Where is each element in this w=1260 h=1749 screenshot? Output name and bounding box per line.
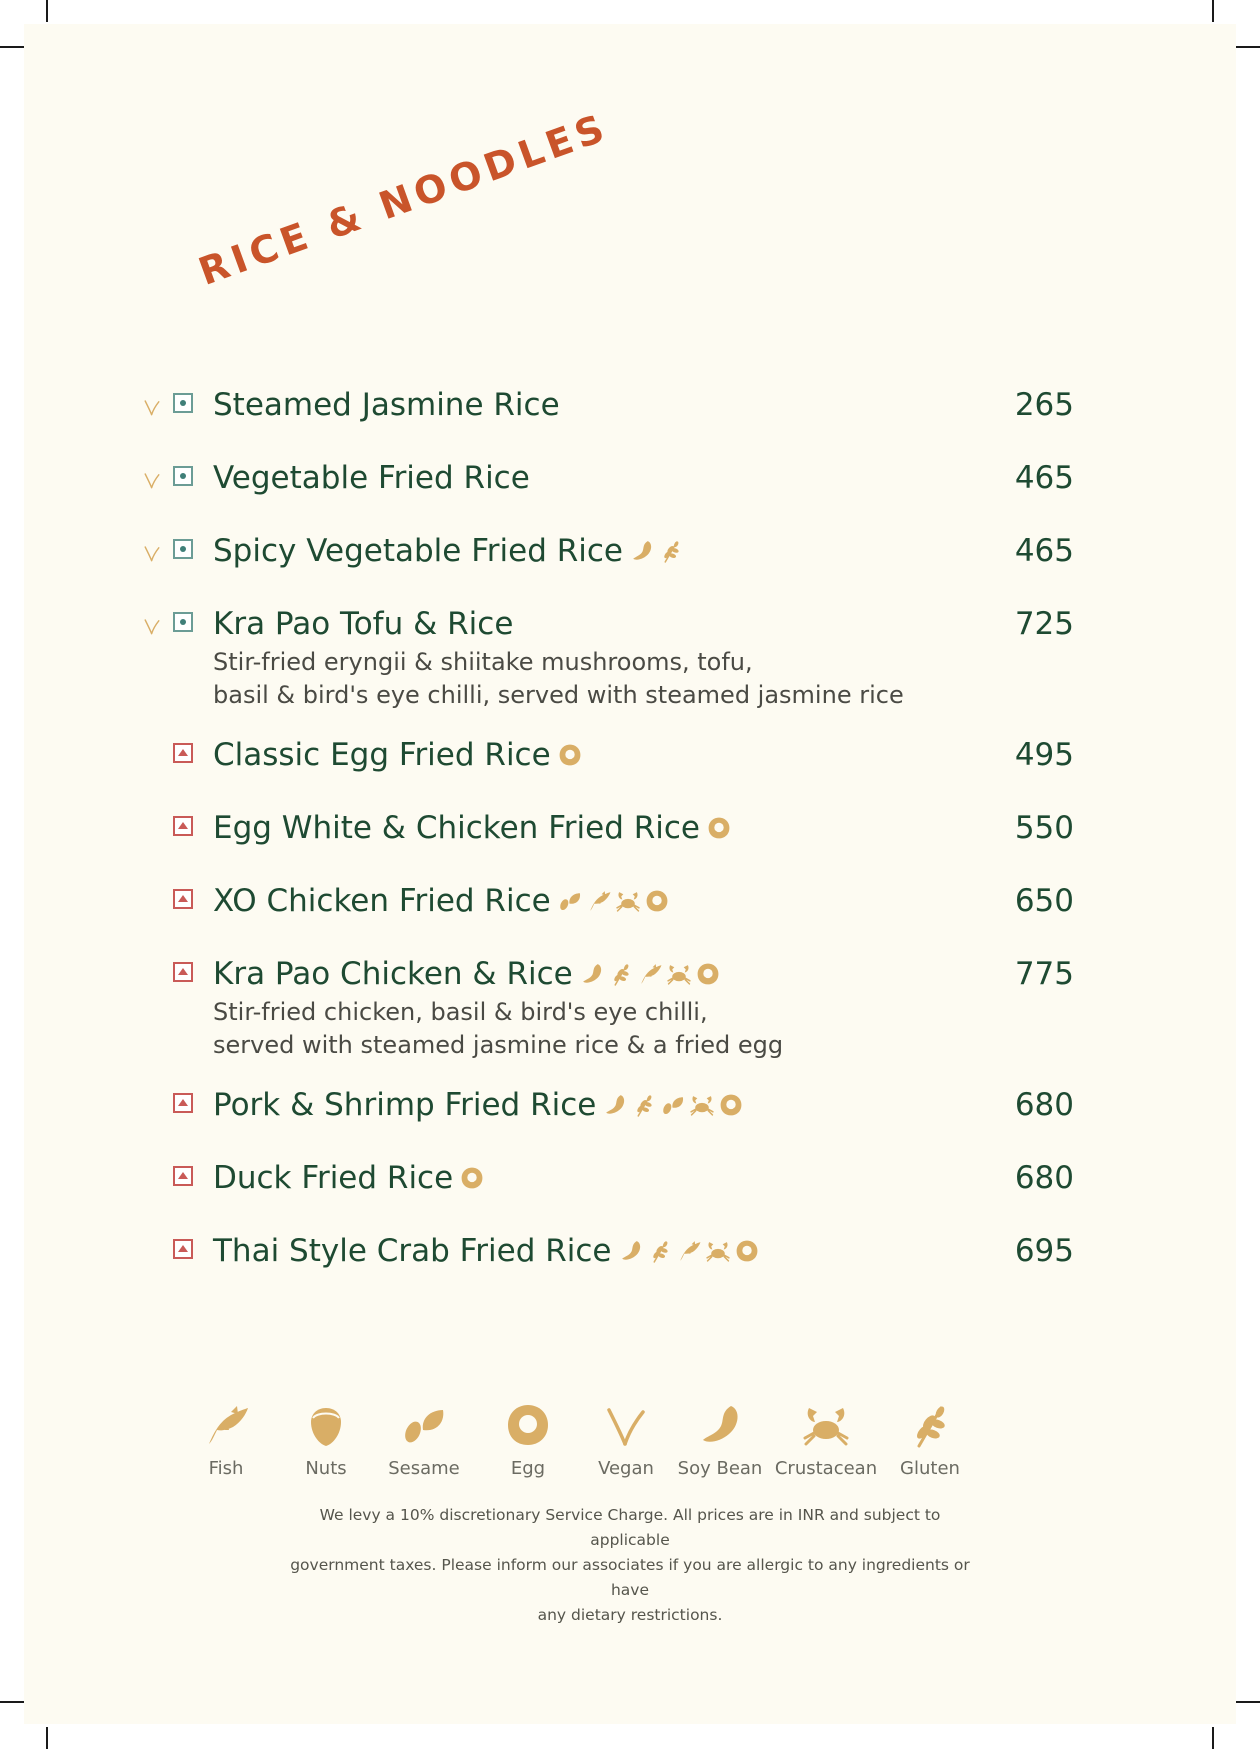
item-price: 695 <box>1014 1233 1074 1269</box>
crop-mark <box>0 1701 24 1703</box>
egg-icon <box>734 1238 760 1264</box>
item-title-line <box>213 458 530 498</box>
item-title-line <box>213 604 513 644</box>
item-title-line <box>213 735 583 775</box>
legend-item-sesame <box>369 1400 479 1479</box>
item-name: Classic Egg Fried Rice <box>213 737 551 773</box>
item-description-line: served with steamed jasmine rice & a fried egg <box>213 1031 784 1059</box>
vegan-icon <box>142 541 162 565</box>
item-name: Duck Fried Rice <box>213 1160 454 1196</box>
vegan-icon <box>142 468 162 492</box>
item-name: XO Chicken Fried Rice <box>213 883 551 919</box>
allergen-legend <box>196 1400 1046 1480</box>
sesame-icon <box>557 888 583 914</box>
gluten-icon <box>658 538 684 564</box>
veg-indicator-icon <box>173 466 193 486</box>
item-title-line <box>213 1231 760 1271</box>
crop-mark <box>46 1727 48 1749</box>
crop-mark <box>1236 46 1260 48</box>
gluten-icon <box>647 1238 673 1264</box>
allergen-icons <box>557 742 583 768</box>
fish-icon <box>676 1238 702 1264</box>
legend-item-soy-bean <box>665 1400 775 1479</box>
item-price: 495 <box>1014 737 1074 773</box>
item-price: 465 <box>1014 533 1074 569</box>
item-description <box>213 996 933 1062</box>
footer-note <box>280 1503 980 1628</box>
item-price: 550 <box>1014 810 1074 846</box>
egg-icon <box>644 888 670 914</box>
legend-label: Sesame <box>388 1458 460 1479</box>
item-name: Kra Pao Chicken & Rice <box>213 956 573 992</box>
crustacean-icon <box>705 1238 731 1264</box>
non-veg-indicator-icon <box>173 1166 193 1186</box>
item-title-line <box>213 385 560 425</box>
egg-icon <box>695 961 721 987</box>
item-title-line <box>213 531 684 571</box>
item-description-line: Stir-fried chicken, basil & bird's eye chilli, <box>213 998 708 1026</box>
item-price: 650 <box>1014 883 1074 919</box>
nuts-icon <box>271 1400 381 1450</box>
item-price: 775 <box>1014 956 1074 992</box>
legend-label: Soy Bean <box>677 1458 763 1479</box>
legend-label: Vegan <box>598 1458 654 1479</box>
non-veg-indicator-icon <box>173 962 193 982</box>
item-price: 465 <box>1014 460 1074 496</box>
fish-icon <box>637 961 663 987</box>
veg-indicator-icon <box>173 612 193 632</box>
legend-label: Gluten <box>900 1458 960 1479</box>
veg-indicator-icon <box>173 539 193 559</box>
egg-icon <box>557 742 583 768</box>
vegan-icon <box>142 395 162 419</box>
egg-icon <box>459 1165 485 1191</box>
item-title-line <box>213 954 721 994</box>
veg-indicator-icon <box>173 393 193 413</box>
item-description <box>213 646 933 712</box>
egg-icon <box>706 815 732 841</box>
sesame-icon <box>369 1400 479 1450</box>
soy-bean-icon <box>579 961 605 987</box>
item-name: Vegetable Fried Rice <box>213 460 530 496</box>
item-name: Kra Pao Tofu & Rice <box>213 606 514 642</box>
item-title-line <box>213 1085 744 1125</box>
item-price: 725 <box>1014 606 1074 642</box>
crop-mark <box>46 0 48 22</box>
allergen-icons <box>629 538 684 564</box>
item-title-line <box>213 1158 485 1198</box>
item-title-line <box>213 881 670 921</box>
gluten-icon <box>875 1400 985 1450</box>
allergen-icons <box>557 888 670 914</box>
legend-item-fish <box>171 1400 281 1479</box>
item-description-line: basil & bird's eye chilli, served with steamed jasmine rice <box>213 681 904 709</box>
soy-bean-icon <box>602 1092 628 1118</box>
footer-line: government taxes. Please inform our associates if you are allergic to any ingredients or have <box>290 1556 970 1599</box>
non-veg-indicator-icon <box>173 889 193 909</box>
fish-icon <box>171 1400 281 1450</box>
crustacean-icon <box>666 961 692 987</box>
item-name: Pork & Shrimp Fried Rice <box>213 1087 597 1123</box>
non-veg-indicator-icon <box>173 1093 193 1113</box>
item-price: 265 <box>1014 387 1074 423</box>
crop-mark <box>1212 1727 1214 1749</box>
page-title: RICE & NOODLES <box>192 104 615 294</box>
soy-bean-icon <box>665 1400 775 1450</box>
legend-item-egg <box>473 1400 583 1479</box>
allergen-icons <box>459 1165 485 1191</box>
crop-mark <box>0 46 24 48</box>
item-price: 680 <box>1014 1160 1074 1196</box>
allergen-icons <box>602 1092 744 1118</box>
gluten-icon <box>631 1092 657 1118</box>
item-name: Spicy Vegetable Fried Rice <box>213 533 624 569</box>
item-name: Egg White & Chicken Fried Rice <box>213 810 700 846</box>
allergen-icons <box>579 961 721 987</box>
gluten-icon <box>608 961 634 987</box>
crop-mark <box>1236 1701 1260 1703</box>
legend-item-nuts <box>271 1400 381 1479</box>
crustacean-icon <box>689 1092 715 1118</box>
item-title-line <box>213 808 732 848</box>
crustacean-icon <box>615 888 641 914</box>
vegan-icon <box>142 614 162 638</box>
fish-icon <box>586 888 612 914</box>
footer-line: We levy a 10% discretionary Service Charge. All prices are in INR and subject to applicable <box>319 1506 941 1549</box>
non-veg-indicator-icon <box>173 816 193 836</box>
legend-label: Egg <box>510 1458 546 1479</box>
soy-bean-icon <box>618 1238 644 1264</box>
legend-label: Fish <box>208 1458 244 1479</box>
allergen-icons <box>618 1238 760 1264</box>
item-name: Steamed Jasmine Rice <box>213 387 560 423</box>
crustacean-icon <box>771 1400 881 1450</box>
crop-mark <box>1212 0 1214 22</box>
egg-icon <box>718 1092 744 1118</box>
egg-icon <box>473 1400 583 1450</box>
item-price: 680 <box>1014 1087 1074 1123</box>
non-veg-indicator-icon <box>173 743 193 763</box>
non-veg-indicator-icon <box>173 1239 193 1259</box>
legend-item-crustacean <box>771 1400 881 1479</box>
soy-bean-icon <box>629 538 655 564</box>
legend-label: Nuts <box>305 1458 347 1479</box>
item-description-line: Stir-fried eryngii & shiitake mushrooms, tofu, <box>213 648 753 676</box>
legend-label: Crustacean <box>774 1458 878 1479</box>
legend-item-gluten <box>875 1400 985 1479</box>
footer-line: any dietary restrictions. <box>537 1606 723 1624</box>
allergen-icons <box>706 815 732 841</box>
item-name: Thai Style Crab Fried Rice <box>213 1233 612 1269</box>
sesame-icon <box>660 1092 686 1118</box>
